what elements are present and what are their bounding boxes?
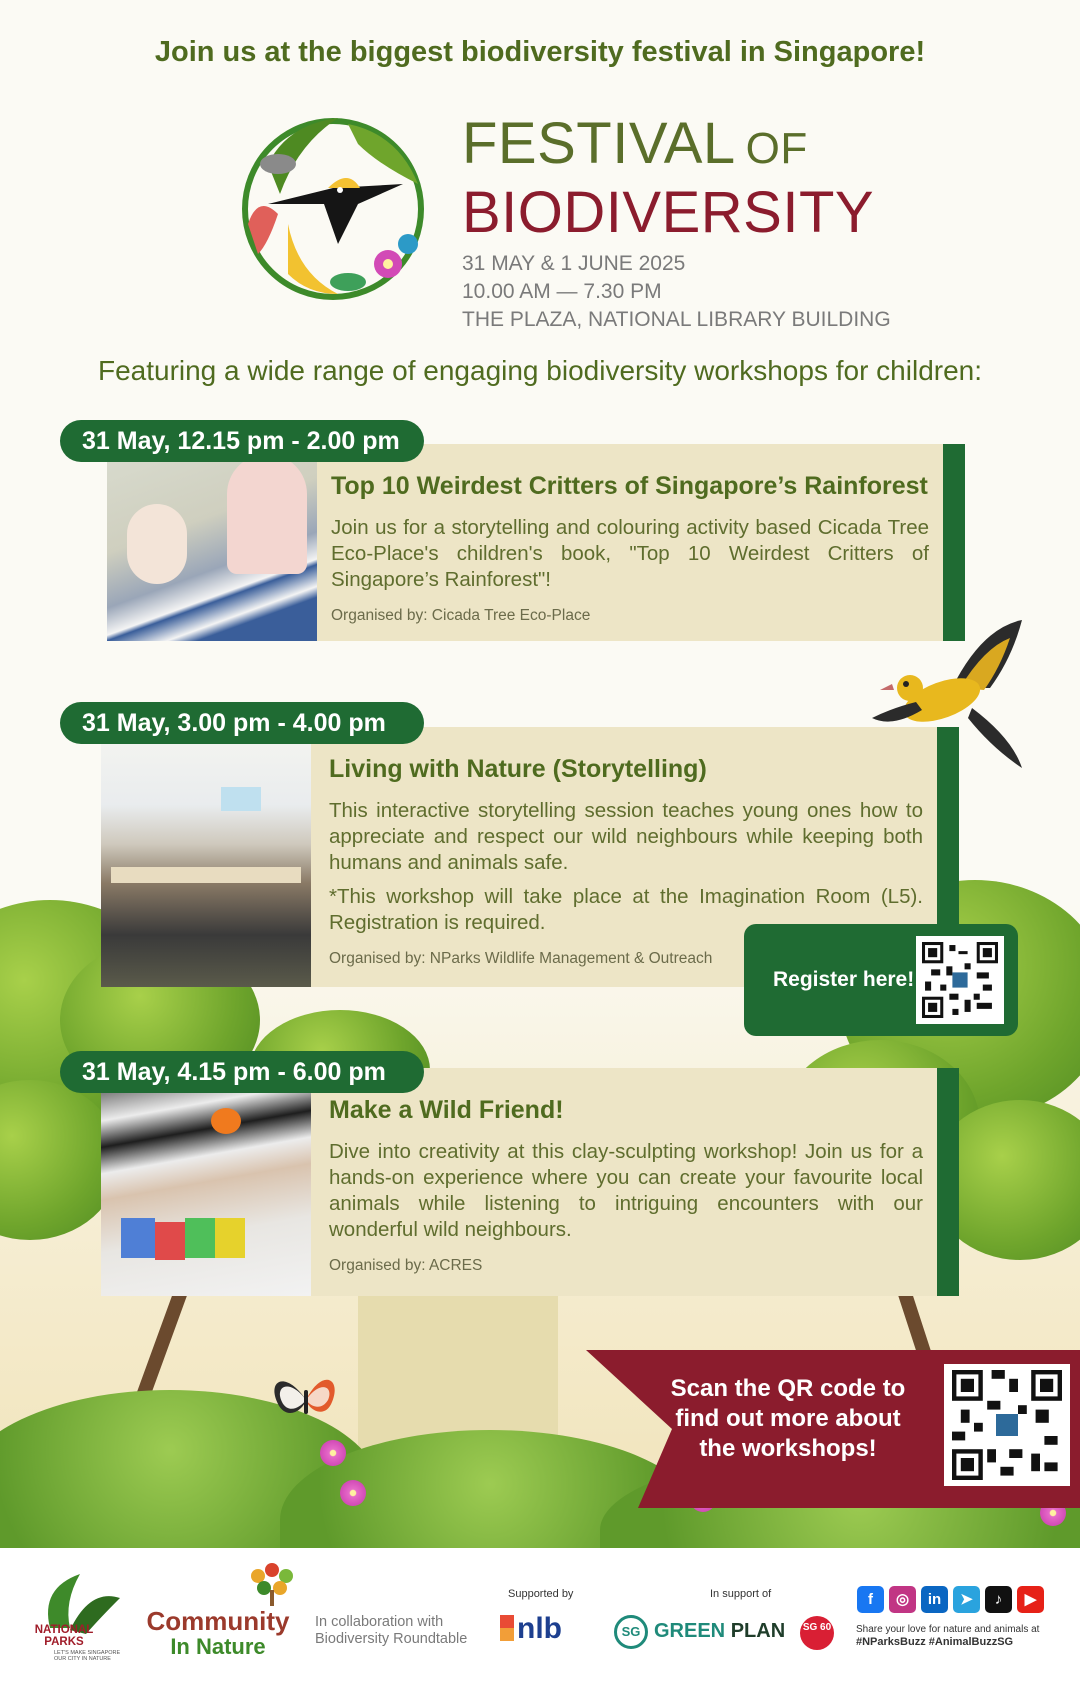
community-in-nature-logo [138, 1608, 298, 1660]
workshop-description: Dive into creativity at this clay-sculpting workshop! Join us for a hands-on experience where you can create your favourite local animals while listening to intriguing encounters with our wonderful wild neighbours. [329, 1140, 923, 1241]
community-in-nature-tree-icon [244, 1562, 300, 1606]
title-of: OF [745, 124, 808, 173]
supported-by-label: Supported by [508, 1588, 574, 1600]
linkedin-icon[interactable]: in [921, 1586, 948, 1613]
workshop-title: Make a Wild Friend! [329, 1096, 564, 1124]
workshop-photo [101, 727, 311, 987]
workshop-organiser: Organised by: ACRES [329, 1257, 483, 1274]
instagram-icon[interactable]: ◎ [889, 1586, 916, 1613]
workshop-date-pill: 31 May, 3.00 pm - 4.00 pm [60, 702, 424, 744]
workshop-organiser: Organised by: NParks Wildlife Management & Outreach [329, 950, 713, 967]
event-details [462, 250, 891, 334]
green-plan-green: GREEN [654, 1620, 726, 1642]
hashtags: #NParksBuzz #AnimalBuzzSG [856, 1636, 1014, 1648]
footer [0, 1548, 1080, 1684]
social-media-icons [857, 1586, 1044, 1613]
title-biodiversity: BIODIVERSITY [462, 180, 875, 245]
workshop-title: Living with Nature (Storytelling) [329, 755, 707, 783]
headline: Join us at the biggest biodiversity festival in Singapore! [154, 36, 926, 68]
national-parks-name: NATIONAL PARKS [34, 1624, 94, 1648]
youtube-icon[interactable]: ▶ [1017, 1586, 1044, 1613]
featuring-text: Featuring a wide range of engaging biodiversity workshops for children: [97, 355, 983, 386]
flower [320, 1440, 346, 1466]
butterfly-illustration [266, 1360, 346, 1430]
national-parks-tagline: LET'S MAKE SINGAPORE OUR CITY IN NATURE [54, 1650, 121, 1662]
sg60-logo: SG 60 [800, 1616, 834, 1650]
nlb-wordmark: nlb [517, 1612, 562, 1645]
workshop-photo [101, 1068, 311, 1296]
workshop-organiser: Organised by: Cicada Tree Eco-Place [331, 607, 591, 624]
facebook-icon[interactable]: f [857, 1586, 884, 1613]
qr-pattern [922, 942, 998, 1018]
workshop-title: Top 10 Weirdest Critters of Singapore’s Rainforest [331, 472, 928, 500]
festival-title [462, 112, 874, 245]
workshop-note: *This workshop will take place at the Imagination Room (L5). Registration is required. [329, 885, 923, 934]
green-plan-sg: SG [614, 1615, 648, 1649]
qr-pattern [950, 1370, 1064, 1480]
event-time: 10.00 AM — 7.30 PM [462, 280, 662, 303]
event-dates: 31 MAY & 1 JUNE 2025 [462, 252, 686, 275]
workshop-description: Join us for a storytelling and colouring activity based Cicada Tree Eco-Place's children's book, "Top 10 Weirdest Critters of Singapore’s Rainforest"! [331, 516, 929, 591]
workshop-photo [107, 444, 317, 641]
register-label: Register here! [773, 968, 915, 991]
register-qr-code[interactable] [916, 936, 1004, 1024]
cin-line2: In Nature [170, 1634, 266, 1659]
nlb-logo [500, 1612, 562, 1646]
workshop-card [101, 1068, 959, 1296]
title-festival: FESTIVAL [462, 111, 736, 176]
workshop-body [331, 444, 929, 625]
workshop-date-pill: 31 May, 4.15 pm - 6.00 pm [60, 1051, 424, 1093]
scan-text: Scan the QR code to find out more about the workshops! [670, 1375, 906, 1462]
workshop-description: This interactive storytelling session teaches young ones how to appreciate and respect our wild neighbours while keeping both humans and animals safe. [329, 799, 923, 874]
share-text [856, 1624, 1056, 1648]
collaboration-text: In collaboration with Biodiversity Roundtable [315, 1614, 468, 1647]
event-venue: THE PLAZA, NATIONAL LIBRARY BUILDING [462, 308, 891, 331]
green-plan-plan: PLAN [730, 1620, 786, 1642]
workshop-body [329, 1068, 923, 1275]
share-line: Share your love for nature and animals at [856, 1624, 1040, 1635]
flower [340, 1480, 366, 1506]
workshop-card [107, 444, 965, 641]
cin-line1: Community [146, 1606, 290, 1636]
telegram-icon[interactable]: ➤ [953, 1586, 980, 1613]
in-support-of-label: In support of [710, 1588, 772, 1600]
register-button[interactable] [744, 924, 1018, 1036]
green-plan-logo [614, 1614, 785, 1649]
festival-logo [228, 104, 438, 314]
tiktok-icon[interactable]: ♪ [985, 1586, 1012, 1613]
workshops-qr-code[interactable] [944, 1364, 1070, 1486]
workshop-date-pill: 31 May, 12.15 pm - 2.00 pm [60, 420, 424, 462]
